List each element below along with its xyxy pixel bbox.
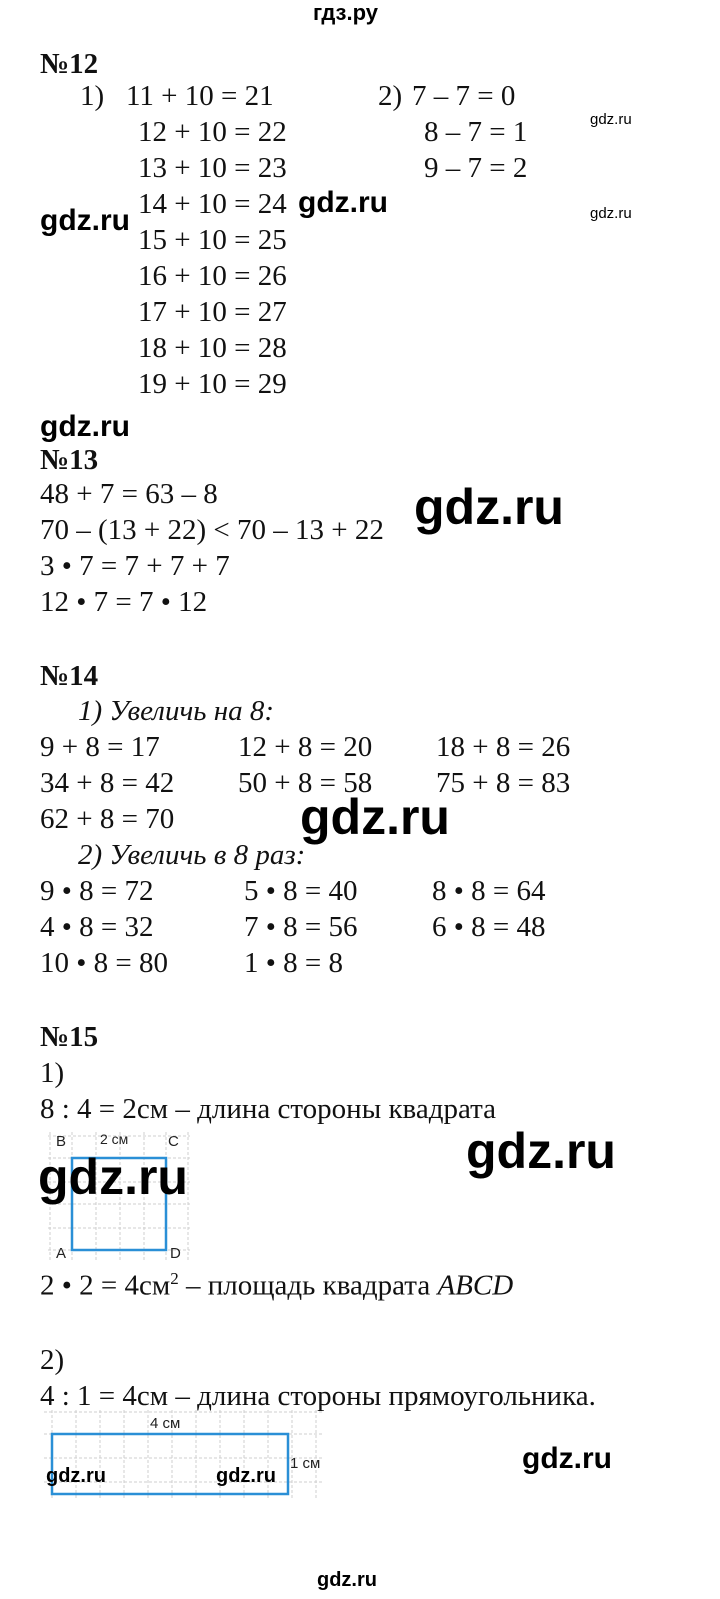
task12-line: 19 + 10 = 29 xyxy=(138,368,287,400)
watermark: gdz.ru xyxy=(590,205,632,222)
task12-part2-label: 2) xyxy=(378,80,403,112)
watermark: gdz.ru xyxy=(522,1442,612,1475)
task15-part2-label: 2) xyxy=(40,1344,65,1376)
square-label-a: A xyxy=(56,1245,67,1262)
task12-line: 16 + 10 = 26 xyxy=(138,260,287,292)
task14-cell: 12 + 8 = 20 xyxy=(238,731,373,763)
task12-line: 13 + 10 = 23 xyxy=(138,152,287,184)
task14-cell: 10 • 8 = 80 xyxy=(40,947,169,979)
rect-width-label: 4 см xyxy=(150,1415,181,1432)
watermark: gdz.ru xyxy=(317,1569,377,1591)
square-label-c: C xyxy=(168,1133,179,1150)
task14-sub2: 2) Увеличь в 8 раз: xyxy=(78,839,306,871)
task14-cell: 1 • 8 = 8 xyxy=(244,947,344,979)
task14-sub1: 1) Увеличь на 8: xyxy=(78,695,275,727)
task14-cell: 75 + 8 = 83 xyxy=(436,767,571,799)
task14-cell: 9 • 8 = 72 xyxy=(40,875,154,907)
watermark: gdz.ru xyxy=(40,410,130,443)
square-side-label: 2 см xyxy=(100,1131,129,1147)
task12-line: 17 + 10 = 27 xyxy=(138,296,287,328)
watermark: gdz.ru xyxy=(300,789,450,845)
watermark: gdz.ru xyxy=(40,204,130,237)
task14-cell: 8 • 8 = 64 xyxy=(432,875,546,907)
task12-line: 8 – 7 = 1 xyxy=(424,116,528,148)
task15-area-line xyxy=(40,1270,513,1301)
area-rest: – площадь квадрата xyxy=(178,1269,438,1302)
area-exponent: 2 xyxy=(170,1269,179,1288)
square-label-d: D xyxy=(170,1245,181,1262)
area-shape-name: ABCD xyxy=(437,1269,514,1302)
task14-cell: 34 + 8 = 42 xyxy=(40,767,175,799)
task14-cell: 5 • 8 = 40 xyxy=(244,875,358,907)
task15-line1: 8 : 4 = 2см – длина стороны квадрата xyxy=(40,1093,496,1125)
watermark: gdz.ru xyxy=(466,1123,616,1179)
task14-cell: 18 + 8 = 26 xyxy=(436,731,571,763)
watermark: gdz.ru xyxy=(298,186,388,219)
task12-line: 9 – 7 = 2 xyxy=(424,152,528,184)
rect-height-label: 1 см xyxy=(290,1455,321,1472)
task15-heading: №15 xyxy=(40,1021,99,1053)
task14-cell: 6 • 8 = 48 xyxy=(432,911,546,943)
square-label-b: B xyxy=(56,1133,67,1150)
watermark: gdz.ru xyxy=(38,1149,188,1205)
area-main: 2 • 2 = 4см xyxy=(40,1269,171,1302)
task14-cell: 50 + 8 = 58 xyxy=(238,767,373,799)
task12-part1-label: 1) xyxy=(80,80,105,112)
task15-line2: 4 : 1 = 4см – длина стороны прямоугольника. xyxy=(40,1380,596,1412)
task15-part1-label: 1) xyxy=(40,1057,65,1089)
task14-cell: 4 • 8 = 32 xyxy=(40,911,154,943)
watermark: gdz.ru xyxy=(590,111,632,128)
task13-line: 12 • 7 = 7 • 12 xyxy=(40,586,208,618)
task13-line: 70 – (13 + 22) < 70 – 13 + 22 xyxy=(40,514,384,546)
task13-line: 3 • 7 = 7 + 7 + 7 xyxy=(40,550,230,582)
task14-heading: №14 xyxy=(40,660,99,692)
task12-line: 11 + 10 = 21 xyxy=(126,80,274,112)
task12-line: 18 + 10 = 28 xyxy=(138,332,287,364)
task12-line: 15 + 10 = 25 xyxy=(138,224,287,256)
task14-cell: 7 • 8 = 56 xyxy=(244,911,358,943)
task12-line: 14 + 10 = 24 xyxy=(138,188,287,220)
watermark: gdz.ru xyxy=(414,479,564,535)
watermark: gdz.ru xyxy=(216,1465,276,1487)
watermark: gdz.ru xyxy=(46,1465,106,1487)
task14-cell: 9 + 8 = 17 xyxy=(40,731,160,763)
task14-cell: 62 + 8 = 70 xyxy=(40,803,175,835)
task13-line: 48 + 7 = 63 – 8 xyxy=(40,478,218,510)
task12-heading: №12 xyxy=(40,48,99,80)
site-header: гдз.ру xyxy=(313,0,378,25)
task13-heading: №13 xyxy=(40,444,99,476)
task12-line: 7 – 7 = 0 xyxy=(412,80,516,112)
task12-line: 12 + 10 = 22 xyxy=(138,116,287,148)
